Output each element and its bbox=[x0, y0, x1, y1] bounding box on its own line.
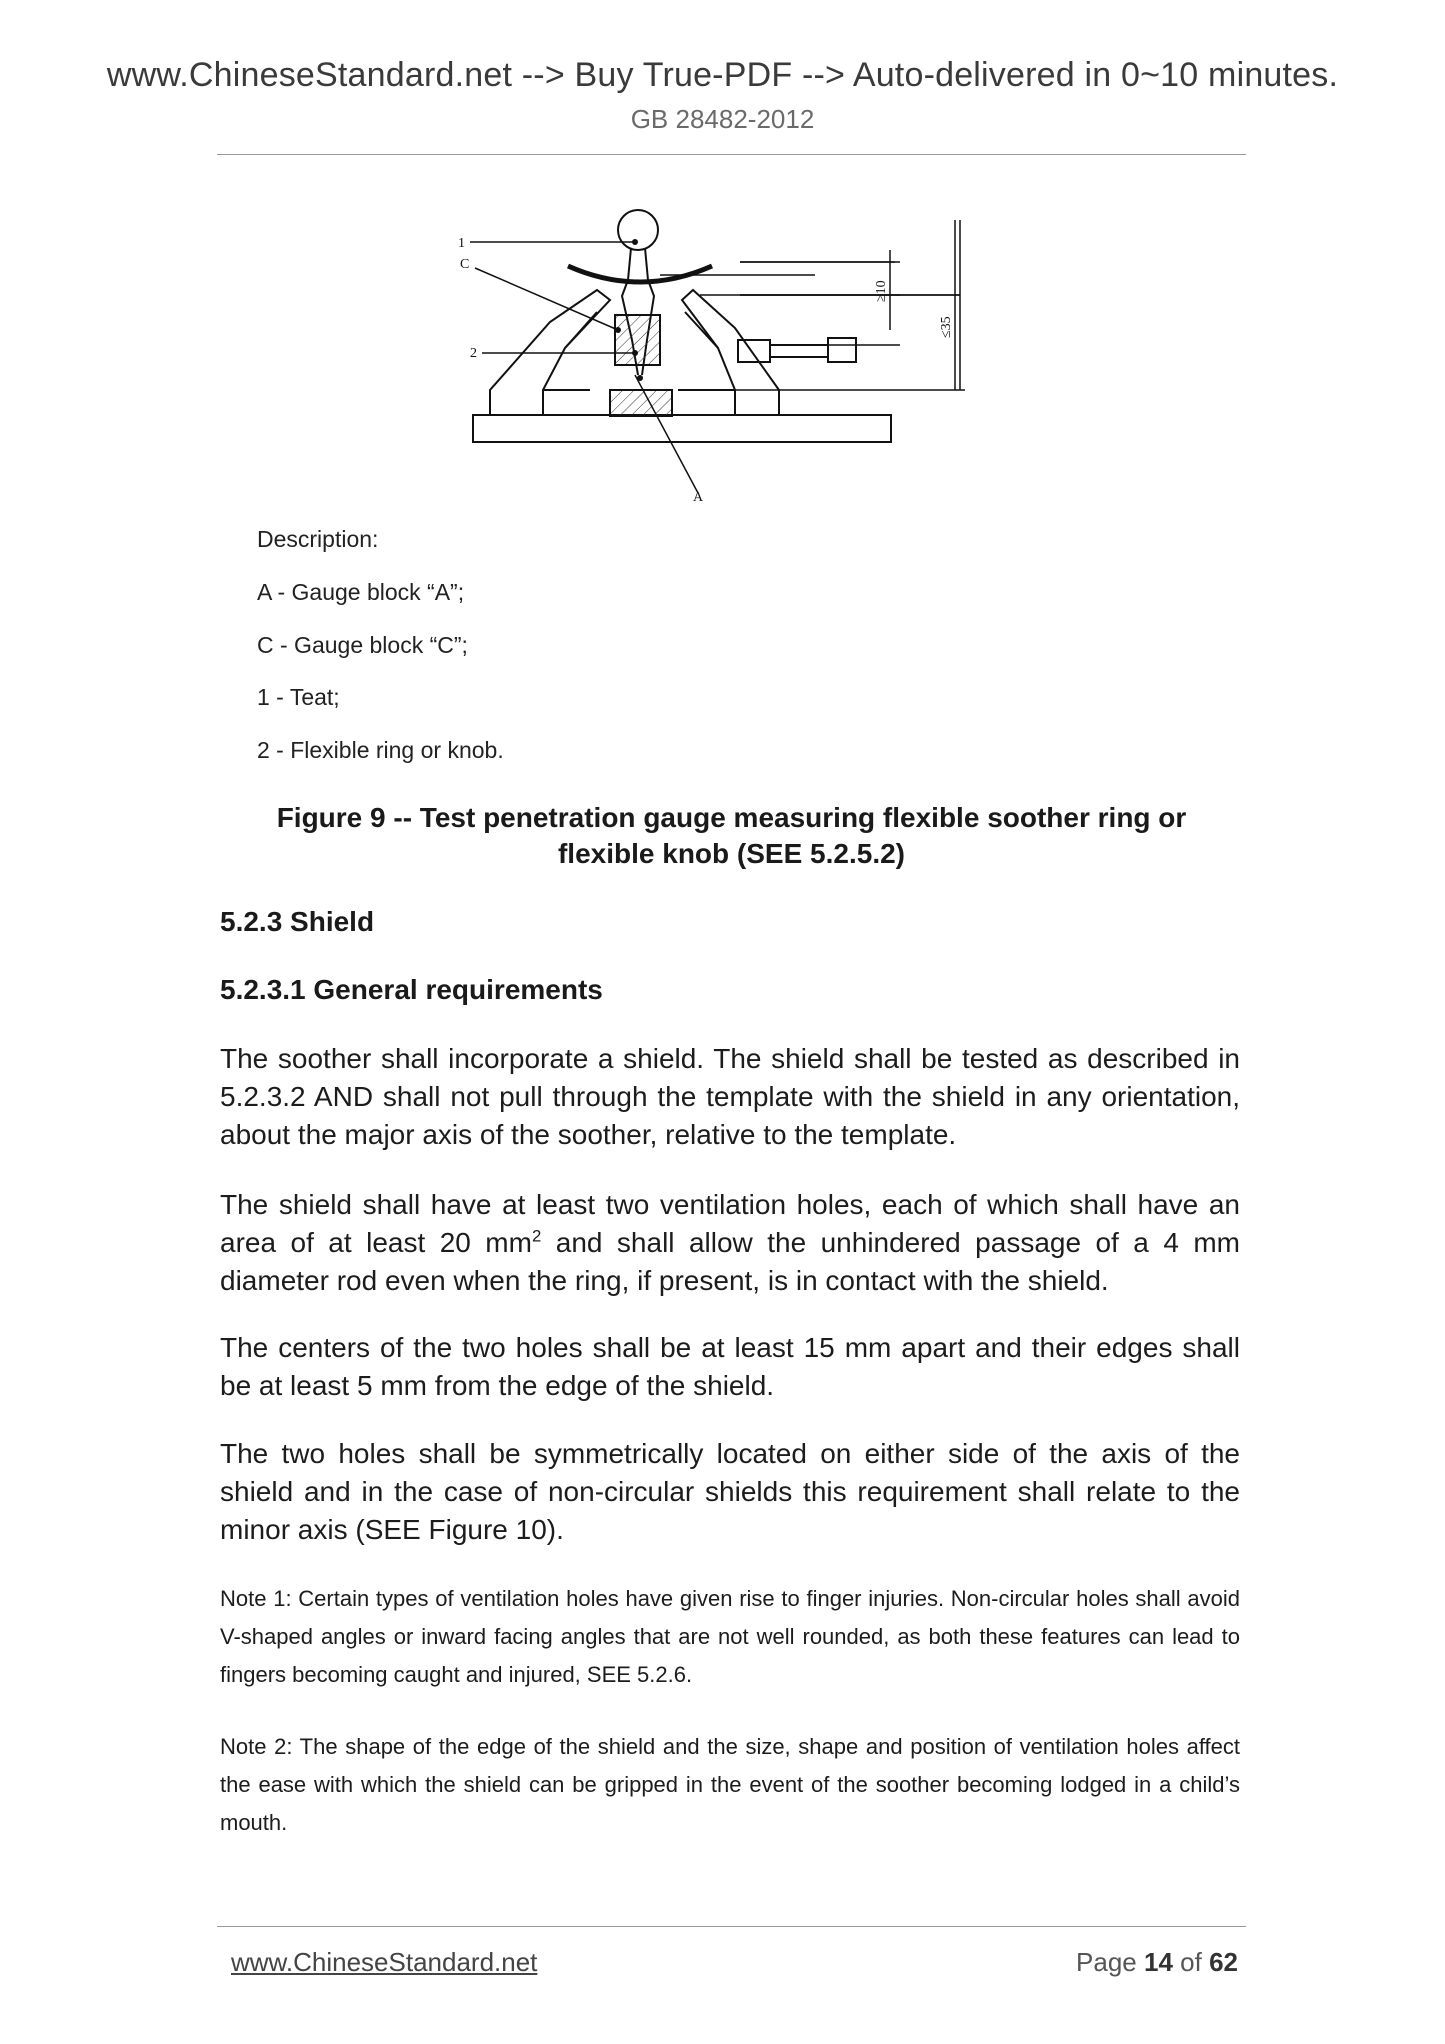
section-heading-shield: 5.2.3 Shield bbox=[220, 906, 375, 937]
caption-line-1: Figure 9 -- Test penetration gauge measuring flexible soother ring or bbox=[276, 802, 1187, 833]
note-2: Note 2: The shape of the edge of the shield and the size, shape and position of ventilation holes affect the ease with which the shield can be gripped in the event of the soother becoming lodged in a child’s mouth. bbox=[220, 1734, 1240, 1835]
figure-9-drawing bbox=[360, 200, 1080, 510]
page-word: Page bbox=[1076, 1947, 1137, 1977]
paragraph-4: The two holes shall be symmetrically located on either side of the axis of the shield and in the case of non-circular shields this requirement shall relate to the minor axis (SEE Figure 10). bbox=[220, 1438, 1240, 1545]
figure-dim-small: ≥10 bbox=[874, 280, 889, 302]
footer-rule bbox=[217, 1926, 1246, 1927]
page-indicator bbox=[1076, 1947, 1238, 1978]
of-word: of bbox=[1180, 1947, 1202, 1977]
description-title: Description: bbox=[257, 526, 379, 552]
figure-dim-large: ≤35 bbox=[939, 316, 954, 338]
soother-shield bbox=[568, 266, 712, 282]
header-rule bbox=[217, 154, 1246, 155]
teat bbox=[618, 210, 658, 250]
gauge-block-a bbox=[610, 390, 672, 416]
figure-label-1: 1 bbox=[458, 236, 465, 251]
side-handle bbox=[738, 340, 770, 362]
paragraph-2-superscript: 2 bbox=[531, 1226, 542, 1246]
base-plate bbox=[473, 415, 891, 442]
paragraph-2-text: The shield shall have at least two ventilation holes, each of which shall have an area of at least 20 mm bbox=[220, 1189, 1240, 1258]
page-number: 14 bbox=[1144, 1947, 1173, 1977]
description-item-2: 2 - Flexible ring or knob. bbox=[257, 737, 504, 763]
caption-line-2: flexible knob (SEE 5.2.5.2) bbox=[557, 838, 905, 869]
figure-label-c: C bbox=[460, 257, 470, 272]
page-total: 62 bbox=[1209, 1947, 1238, 1977]
figure-label-a: A bbox=[693, 490, 704, 505]
figure-caption bbox=[217, 800, 1246, 872]
paragraph-2-text-cont: and shall allow the unhindered passage of a 4 mm diameter rod even when the ring, if present, is in contact with the shield. bbox=[220, 1227, 1240, 1296]
figure-label-2: 2 bbox=[470, 346, 477, 361]
paragraph-2 bbox=[220, 1186, 1240, 1300]
note-1: Note 1: Certain types of ventilation holes have given rise to finger injuries. Non-circular holes shall avoid V-shaped angles or inward facing angles that are not well rounded, as both these features can lead to fingers becoming caught and injured, SEE 5.2.6. bbox=[220, 1586, 1240, 1687]
document-code: GB 28482-2012 bbox=[630, 104, 815, 134]
description-item-a: A - Gauge block “A”; bbox=[257, 579, 465, 605]
footer-website-link[interactable]: www.ChineseStandard.net bbox=[231, 1947, 538, 1977]
section-heading-general: 5.2.3.1 General requirements bbox=[220, 974, 603, 1005]
gauge-block-c bbox=[615, 315, 660, 365]
header-banner: www.ChineseStandard.net --> Buy True-PDF --> Auto-delivered in 0~10 minutes. bbox=[106, 56, 1339, 94]
description-item-c: C - Gauge block “C”; bbox=[257, 632, 468, 658]
paragraph-3: The centers of the two holes shall be at least 15 mm apart and their edges shall be at least 5 mm from the edge of the shield. bbox=[220, 1332, 1240, 1401]
description-item-1: 1 - Teat; bbox=[257, 684, 340, 710]
paragraph-1: The soother shall incorporate a shield. The shield shall be tested as described in 5.2.3.2 AND shall not pull through the template with the shield in any orientation, about the major axis of the soother, relative to the template. bbox=[220, 1043, 1240, 1150]
